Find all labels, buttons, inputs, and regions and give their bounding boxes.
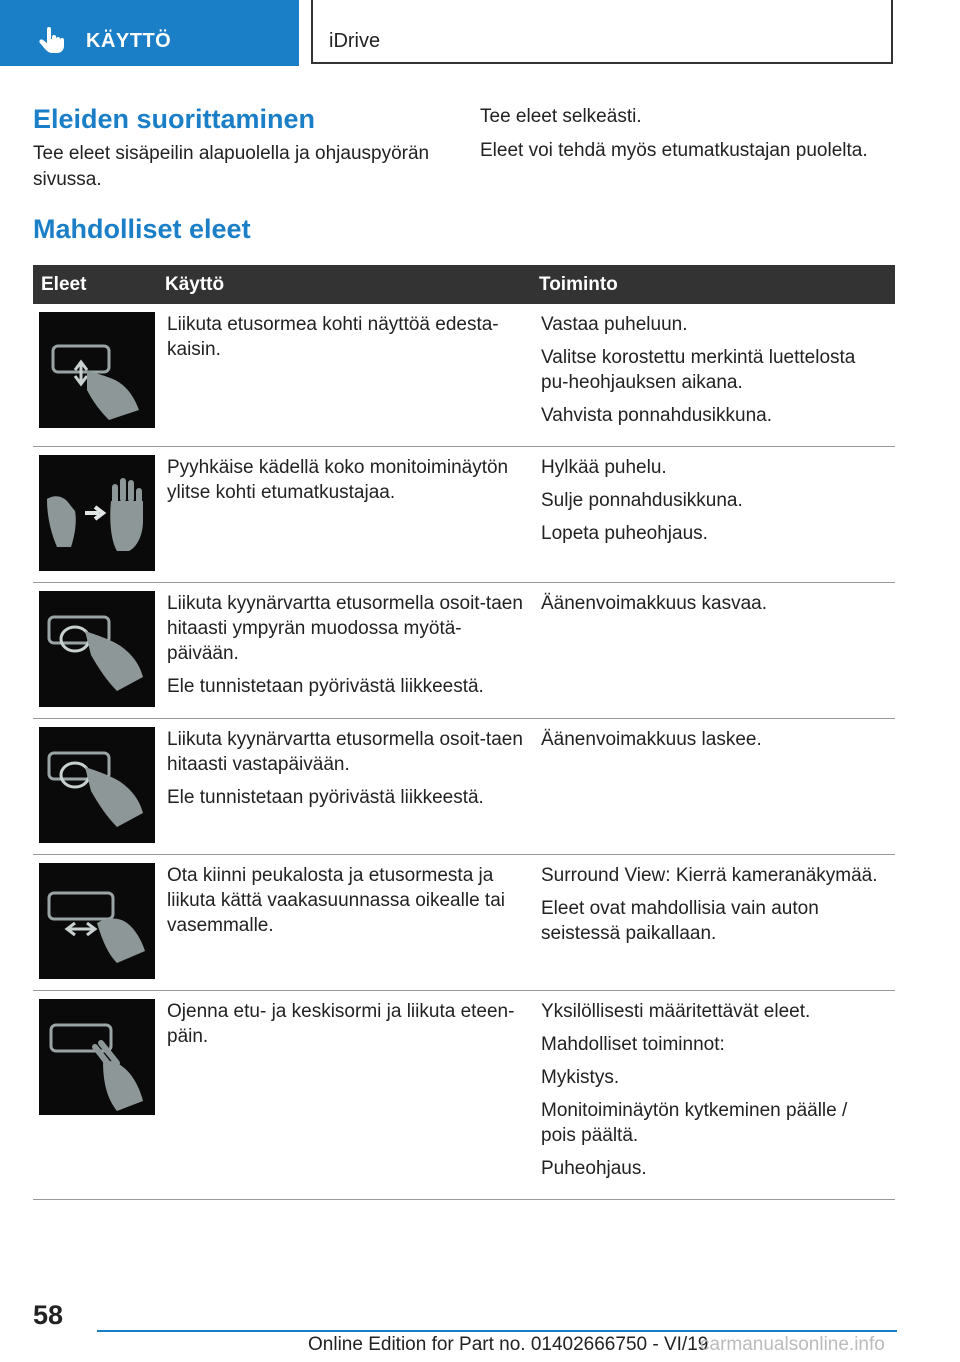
gesture-point-forward-back-icon (39, 312, 155, 428)
gesture-pinch-move-icon (39, 863, 155, 979)
function-text: Lopeta puheohjaus. (541, 523, 708, 544)
intro-text: Tee eleet sisäpeilin alapuolella ja ohjauspyörän sivussa. (33, 143, 430, 190)
section-heading-gestures: Mahdolliset eleet (33, 214, 251, 244)
gesture-circle-clockwise-icon (39, 591, 155, 707)
function-text: Mahdolliset toiminnot: (541, 1034, 725, 1055)
page-header (0, 0, 960, 66)
usage-text: Liikuta etusormea kohti näyttöä edesta-kaisin. (167, 314, 499, 360)
footer-divider (97, 1330, 897, 1332)
table-row (33, 719, 895, 855)
hand-pointer-icon (38, 26, 66, 54)
usage-text: Ele tunnistetaan pyörivästä liikkeestä. (167, 676, 484, 697)
watermark: carmanualsonline.info (700, 1334, 885, 1355)
column-header-usage: Käyttö (157, 265, 531, 304)
intro-text: Tee eleet selkeästi. (480, 106, 642, 127)
table-row (33, 991, 895, 1200)
function-text: Yksilöllisesti määritettävät eleet. (541, 1001, 811, 1022)
function-text: Mykistys. (541, 1067, 620, 1088)
gesture-circle-counterclockwise-icon (39, 727, 155, 843)
intro-right-column (480, 104, 900, 172)
function-text: Surround View: Kierrä kameranäkymää. (541, 865, 878, 886)
usage-text: Liikuta kyynärvartta etusormella osoit-taen hitaasti ympyrän muodossa myötä-päivään. (167, 593, 523, 664)
column-header-function: Toiminto (531, 265, 895, 304)
table-row (33, 583, 895, 719)
function-text: Äänenvoimakkuus laskee. (541, 729, 762, 750)
function-text: Vastaa puheluun. (541, 314, 688, 335)
function-text: Monitoiminäytön kytkeminen päälle / pois päältä. (541, 1100, 848, 1146)
chapter-title-box (311, 0, 893, 64)
usage-text: Liikuta kyynärvartta etusormella osoit-taen hitaasti vastapäivään. (167, 729, 523, 775)
usage-text: Ele tunnistetaan pyörivästä liikkeestä. (167, 787, 484, 808)
function-text: Hylkää puhelu. (541, 457, 667, 478)
function-text: Vahvista ponnahdusikkuna. (541, 405, 772, 426)
intro-text: Eleet voi tehdä myös etumatkustajan puolelta. (480, 140, 868, 161)
function-text: Valitse korostettu merkintä luettelosta pu-heohjauksen aikana. (541, 347, 856, 393)
table-header-row (33, 265, 895, 304)
chapter-title: iDrive (329, 30, 381, 52)
page-number: 58 (33, 1300, 64, 1330)
function-text: Äänenvoimakkuus kasvaa. (541, 593, 768, 614)
footer-edition: Online Edition for Part no. 01402666750 - VI/19 (308, 1334, 709, 1355)
gesture-two-fingers-forward-icon (39, 999, 155, 1115)
gesture-swipe-hand-icon (39, 455, 155, 571)
usage-text: Pyyhkäise kädellä koko monitoiminäytön ylitse kohti etumatkustajaa. (167, 457, 509, 503)
column-header-gesture: Eleet (33, 265, 157, 304)
section-heading-performing: Eleiden suorittaminen (33, 104, 316, 134)
function-text: Sulje ponnahdusikkuna. (541, 490, 743, 511)
gesture-table (33, 265, 895, 1200)
usage-text: Ojenna etu- ja keskisormi ja liikuta eteen-päin. (167, 1001, 515, 1047)
chapter-tab (0, 0, 299, 66)
function-text: Eleet ovat mahdollisia vain auton seistessä paikallaan. (541, 898, 819, 944)
chapter-tab-label: KÄYTTÖ (86, 30, 172, 52)
function-text: Puheohjaus. (541, 1158, 647, 1179)
table-row (33, 304, 895, 447)
usage-text: Ota kiinni peukalosta ja etusormesta ja liikuta kättä vaakasuunnassa oikealle tai vasemmalle. (167, 865, 505, 936)
table-row (33, 855, 895, 991)
intro-left-column (33, 104, 453, 201)
table-row (33, 447, 895, 583)
